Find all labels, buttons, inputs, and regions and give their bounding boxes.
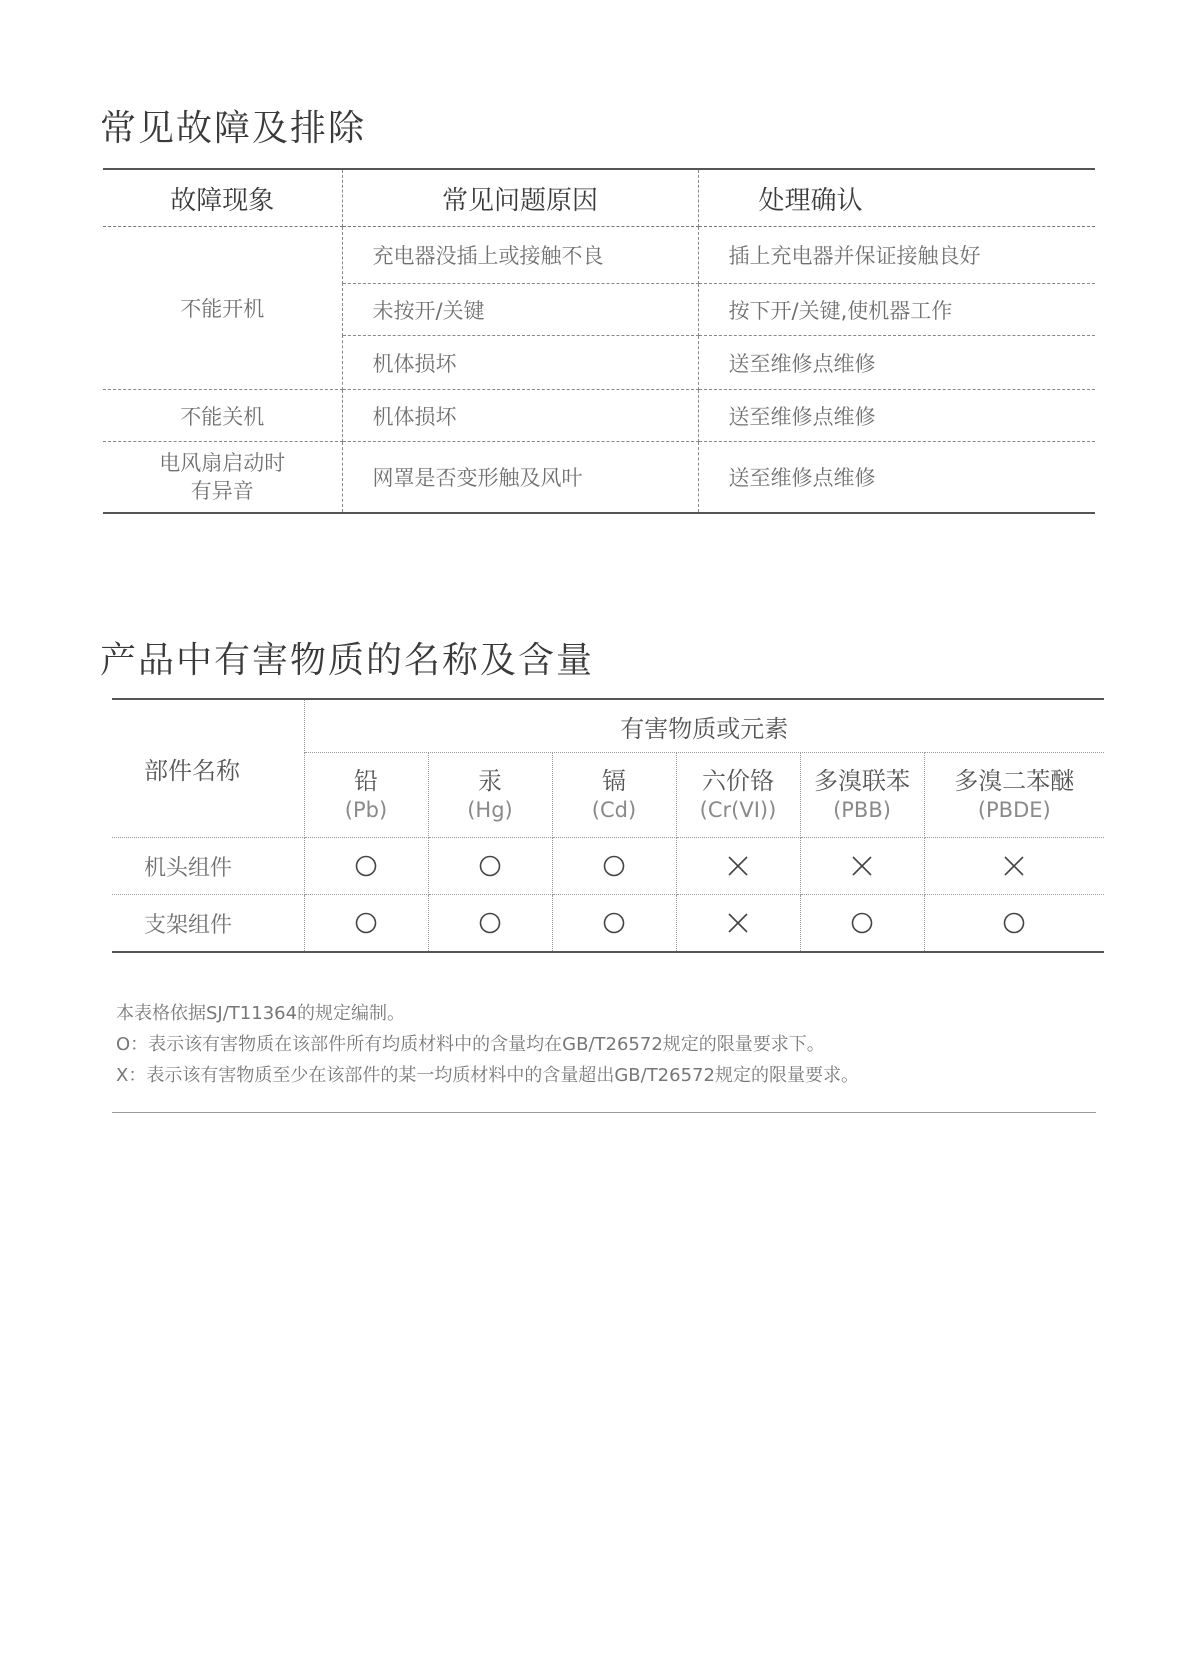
- substance-name: 多溴二苯醚: [954, 767, 1075, 795]
- table-row: [103, 442, 1095, 514]
- substance-name: 镉: [602, 767, 626, 795]
- solution-cell: 送至维修点维修: [698, 336, 1095, 390]
- circle-icon: [1002, 911, 1026, 935]
- mark-cell: [800, 895, 924, 953]
- cause-cell: 网罩是否变形触及风叶: [342, 442, 698, 514]
- compliance-mark: [478, 911, 502, 935]
- substance-name: 多溴联苯: [814, 767, 910, 795]
- symptom-cell: 不能开机: [103, 227, 342, 390]
- troubleshooting-title: 常见故障及排除: [100, 108, 367, 149]
- substance-header-hg: [428, 753, 552, 838]
- hazardous-title: 产品中有害物质的名称及含量: [100, 640, 595, 681]
- compliance-mark: [726, 854, 750, 878]
- cause-cell: 未按开/关键: [342, 284, 698, 336]
- parts-header: 部件名称: [112, 699, 304, 838]
- circle-icon: [478, 911, 502, 935]
- substance-symbol: (Hg): [467, 798, 513, 822]
- column-header-solution: 处理确认: [698, 169, 1095, 227]
- hazardous-substance-table: [112, 698, 1104, 953]
- compliance-mark: [478, 854, 502, 878]
- solution-cell: 插上充电器并保证接触良好: [698, 227, 1095, 284]
- compliance-mark: [1002, 854, 1026, 878]
- compliance-mark: [602, 854, 626, 878]
- compliance-mark: [354, 911, 378, 935]
- mark-cell: [800, 838, 924, 895]
- cause-cell: 充电器没插上或接触不良: [342, 227, 698, 284]
- mark-cell: [676, 838, 800, 895]
- substances-group-header: 有害物质或元素: [304, 699, 1104, 753]
- mark-cell: [428, 895, 552, 953]
- cross-icon: [1002, 854, 1026, 878]
- substance-symbol: (Cr(VI)): [699, 798, 777, 822]
- cross-icon: [726, 854, 750, 878]
- substance-symbol: (Pb): [344, 798, 388, 822]
- substance-name: 汞: [478, 767, 502, 795]
- part-name: 机头组件: [112, 838, 304, 895]
- substance-name: 六价铬: [702, 767, 774, 795]
- compliance-mark: [850, 911, 874, 935]
- solution-cell: 按下开/关键,使机器工作: [698, 284, 1095, 336]
- mark-cell: [924, 895, 1104, 953]
- mark-cell: [304, 895, 428, 953]
- compliance-mark: [1002, 911, 1026, 935]
- solution-cell: 送至维修点维修: [698, 390, 1095, 442]
- substance-symbol: (Cd): [591, 798, 637, 822]
- table-row: [103, 227, 1095, 284]
- mark-cell: [428, 838, 552, 895]
- substance-header-cd: [552, 753, 676, 838]
- symptom-cell: 不能关机: [103, 390, 342, 442]
- compliance-mark: [726, 911, 750, 935]
- substance-name: 铅: [354, 767, 378, 795]
- note-line: X：表示该有害物质至少在该部件的某一均质材料中的含量超出GB/T26572规定的限量要求。: [116, 1065, 859, 1086]
- column-header-cause: 常见问题原因: [342, 169, 698, 227]
- substance-header-pb: [304, 753, 428, 838]
- mark-cell: [552, 838, 676, 895]
- substance-header-pbb: [800, 753, 924, 838]
- substance-symbol: (PBDE): [977, 798, 1051, 822]
- compliance-mark: [850, 854, 874, 878]
- circle-icon: [354, 911, 378, 935]
- cross-icon: [726, 911, 750, 935]
- note-line: 本表格依据SJ/T11364的规定编制。: [116, 1003, 406, 1024]
- part-name: 支架组件: [112, 895, 304, 953]
- circle-icon: [478, 854, 502, 878]
- compliance-mark: [354, 854, 378, 878]
- compliance-notes: [116, 998, 859, 1091]
- substance-header-pbde: [924, 753, 1104, 838]
- table-row: [112, 895, 1104, 953]
- substance-symbol: (PBB): [833, 798, 891, 822]
- circle-icon: [850, 911, 874, 935]
- substance-header-cr6: [676, 753, 800, 838]
- symptom-line: 有异音: [190, 479, 254, 503]
- cross-icon: [850, 854, 874, 878]
- symptom-cell: [103, 442, 342, 514]
- note-line: O：表示该有害物质在该部件所有均质材料中的含量均在GB/T26572规定的限量要求下。: [116, 1034, 825, 1055]
- circle-icon: [602, 911, 626, 935]
- cause-cell: 机体损坏: [342, 336, 698, 390]
- solution-cell: 送至维修点维修: [728, 466, 876, 490]
- table-row: [112, 838, 1104, 895]
- mark-cell: [552, 895, 676, 953]
- mark-cell: [924, 838, 1104, 895]
- circle-icon: [602, 854, 626, 878]
- column-header-symptom: 故障现象: [103, 169, 342, 227]
- mark-cell: [304, 838, 428, 895]
- symptom-line: 电风扇启动时: [159, 451, 286, 475]
- circle-icon: [354, 854, 378, 878]
- compliance-mark: [602, 911, 626, 935]
- cause-cell: 机体损坏: [342, 390, 698, 442]
- table-row: [103, 390, 1095, 442]
- mark-cell: [676, 895, 800, 953]
- troubleshooting-table: [103, 168, 1095, 514]
- bottom-divider: [112, 1112, 1096, 1113]
